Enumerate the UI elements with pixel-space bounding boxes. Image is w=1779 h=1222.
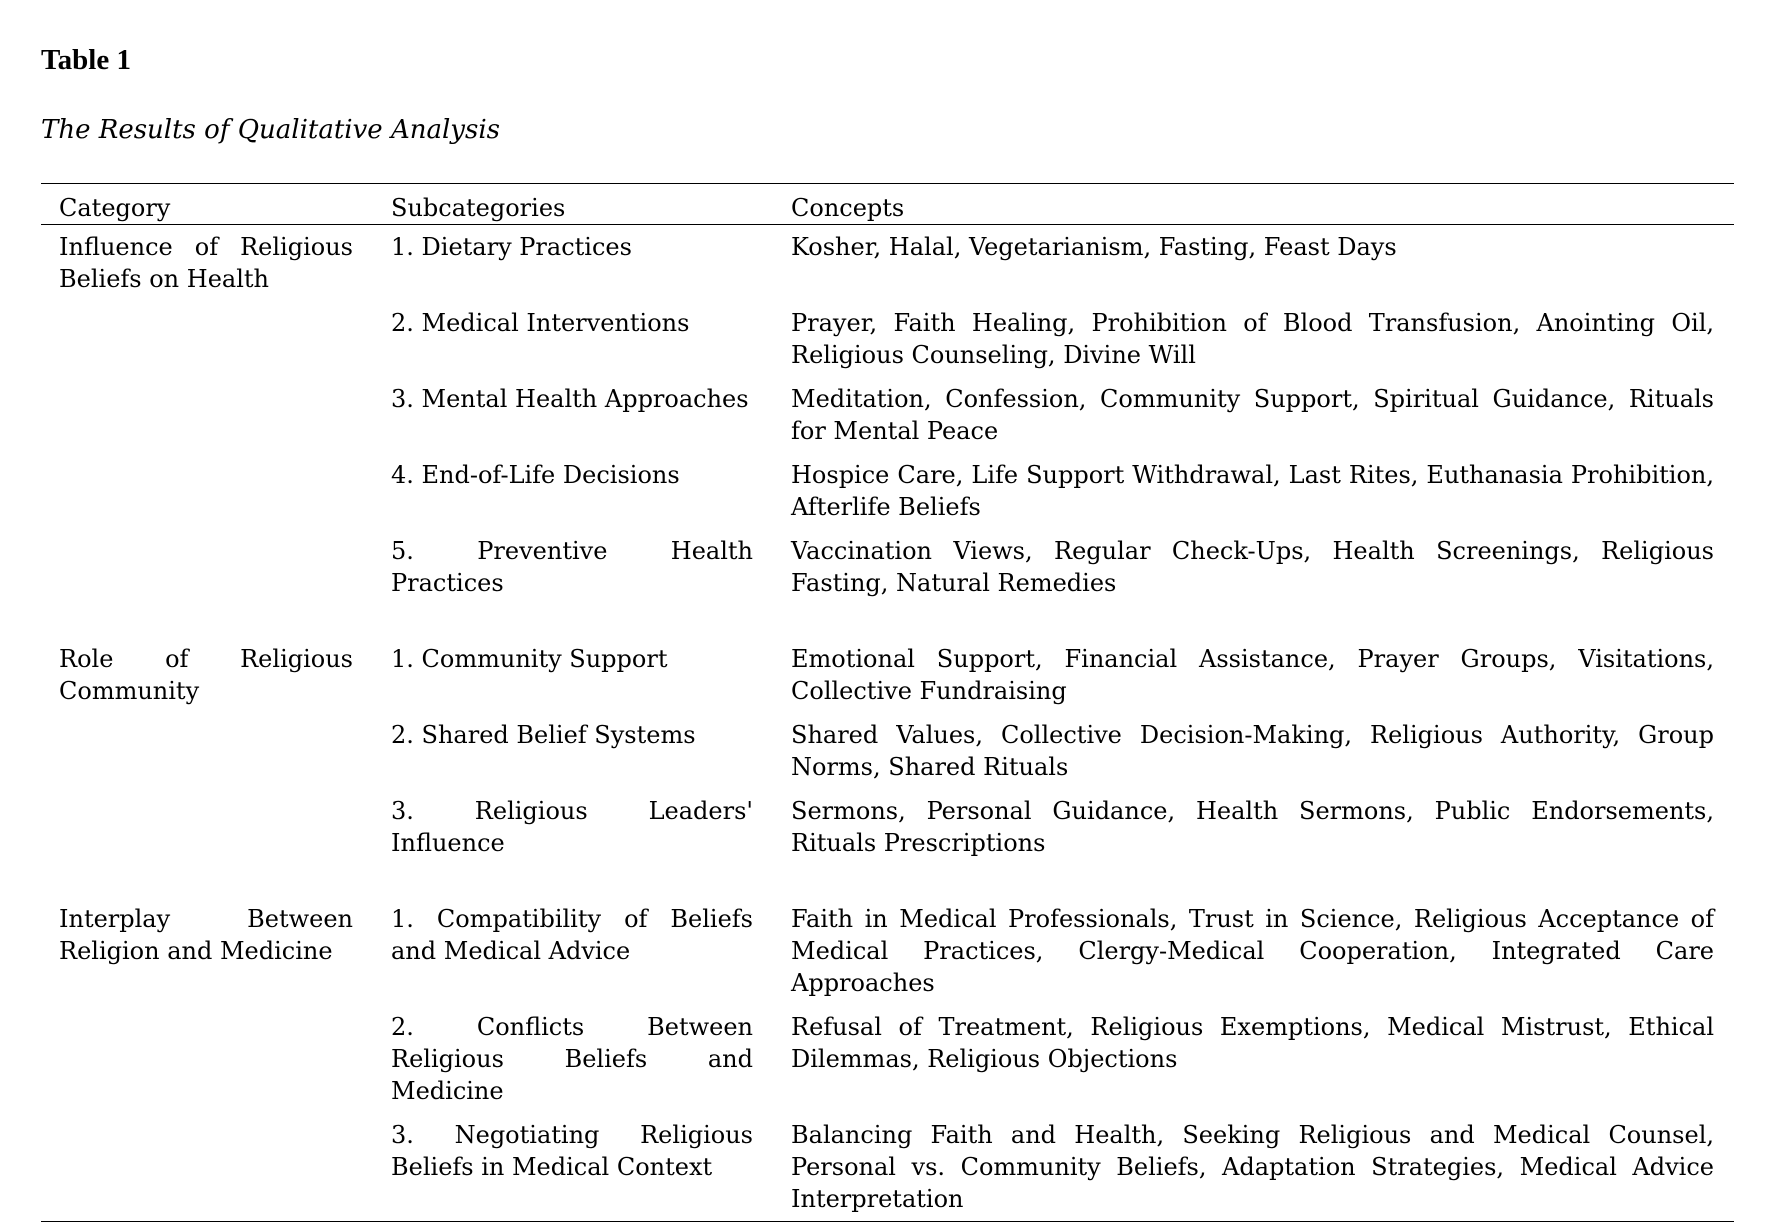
subcategory-cell: 2. Shared Belief Systems [391, 721, 696, 749]
concepts-cell: Shared Values, Collective Decision-Making, Religious Authority, Group Norms, Shared Rituals [791, 721, 1714, 781]
category-cell: Role of Religious Community [59, 645, 353, 705]
subcategory-cell: 1. Compatibility of Beliefs and Medical Advice [391, 905, 753, 965]
category-cell-empty [41, 377, 373, 453]
concepts-cell: Kosher, Halal, Vegetarianism, Fasting, Feast Days [791, 233, 1397, 261]
concepts-cell: Vaccination Views, Regular Check-Ups, Health Screenings, Religious Fasting, Natural Remedies [791, 537, 1714, 597]
header-concepts: Concepts [773, 184, 1734, 225]
category-cell-empty [41, 789, 373, 897]
table-row [41, 225, 1734, 302]
subcategory-cell: 2. Medical Interventions [391, 309, 690, 337]
table-row [41, 1005, 1734, 1113]
header-category: Category [41, 184, 373, 225]
table-row [41, 637, 1734, 713]
subcategory-cell: 5. Preventive Health Practices [391, 537, 753, 597]
subcategory-cell: 3. Mental Health Approaches [391, 385, 749, 413]
concepts-cell: Faith in Medical Professionals, Trust in Science, Religious Acceptance of Medical Practices, Clergy-Medical Cooperation, Integrated Care Approaches [791, 905, 1714, 997]
table-row [41, 713, 1734, 789]
subcategory-cell: 3. Negotiating Religious Beliefs in Medical Context [391, 1121, 753, 1181]
category-cell-empty [41, 453, 373, 529]
category-cell: Influence of Religious Beliefs on Health [59, 233, 353, 293]
table-row [41, 377, 1734, 453]
results-table-container [41, 183, 1734, 1222]
table-label: Table 1 [41, 44, 131, 76]
category-cell-empty [41, 1113, 373, 1222]
subcategory-cell: 1. Dietary Practices [391, 233, 632, 261]
table-title: The Results of Qualitative Analysis [41, 115, 500, 145]
concepts-cell: Hospice Care, Life Support Withdrawal, Last Rites, Euthanasia Prohibition, Afterlife Beliefs [791, 461, 1714, 521]
table-row [41, 897, 1734, 1005]
concepts-cell: Meditation, Confession, Community Support, Spiritual Guidance, Rituals for Mental Peace [791, 385, 1714, 445]
category-cell-empty [41, 1005, 373, 1113]
results-table [41, 183, 1734, 1222]
subcategory-cell: 4. End-of-Life Decisions [391, 461, 680, 489]
table-row [41, 301, 1734, 377]
concepts-cell: Emotional Support, Financial Assistance, Prayer Groups, Visitations, Collective Fundraising [791, 645, 1714, 705]
subcategory-cell: 1. Community Support [391, 645, 668, 673]
table-row [41, 1113, 1734, 1222]
category-cell-empty [41, 713, 373, 789]
category-cell-empty [41, 301, 373, 377]
category-cell-empty [41, 529, 373, 637]
concepts-cell: Prayer, Faith Healing, Prohibition of Blood Transfusion, Anointing Oil, Religious Counseling, Divine Will [791, 309, 1714, 369]
table-row [41, 789, 1734, 897]
table-row [41, 529, 1734, 637]
table-header-row [41, 184, 1734, 225]
header-subcategories: Subcategories [373, 184, 773, 225]
concepts-cell: Refusal of Treatment, Religious Exemptions, Medical Mistrust, Ethical Dilemmas, Religious Objections [791, 1013, 1714, 1073]
concepts-cell: Sermons, Personal Guidance, Health Sermons, Public Endorsements, Rituals Prescriptions [791, 797, 1714, 857]
concepts-cell: Balancing Faith and Health, Seeking Religious and Medical Counsel, Personal vs. Community Beliefs, Adaptation Strategies, Medical Advice Interpretation [791, 1121, 1714, 1213]
subcategory-cell: 3. Religious Leaders' Influence [391, 797, 753, 857]
subcategory-cell: 2. Conflicts Between Religious Beliefs and Medicine [391, 1013, 753, 1105]
table-row [41, 453, 1734, 529]
category-cell: Interplay Between Religion and Medicine [59, 905, 353, 965]
